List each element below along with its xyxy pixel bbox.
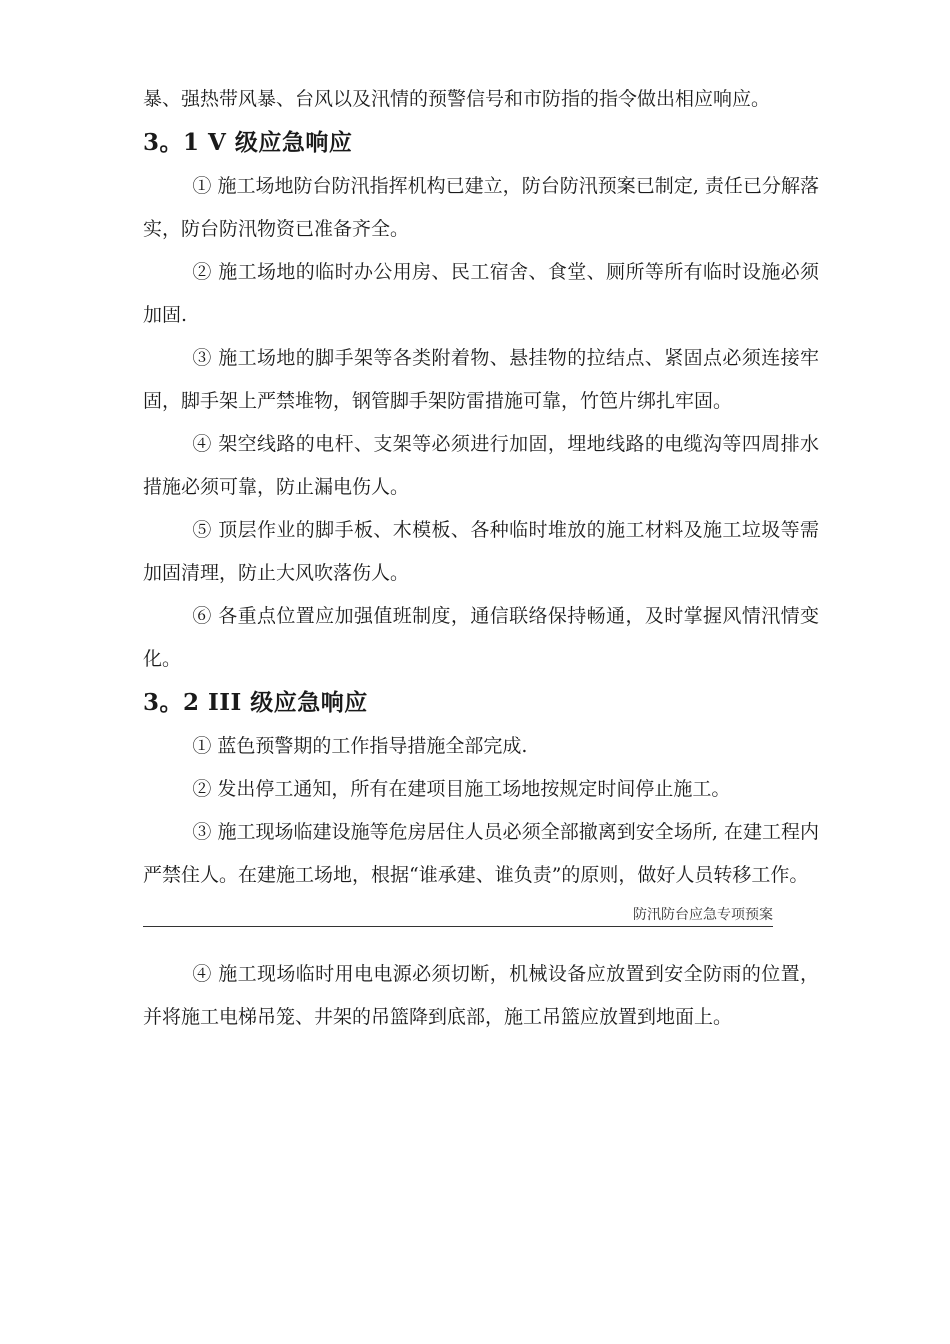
- footer-rule: [143, 926, 773, 927]
- footer-title: 防汛防台应急专项预案: [633, 907, 773, 923]
- section-1-item: ③ 施工场地的脚手架等各类附着物、悬挂物的拉结点、紧固点必须连接牢固，脚手架上严禁堆物，钢管脚手架防雷措施可靠，竹笆片绑扎牢固。: [143, 347, 819, 412]
- lead-paragraph: 暴、强热带风暴、台风以及汛情的预警信号和市防指的指令做出相应响应。: [143, 88, 771, 110]
- section-2-item: ③ 施工现场临建设施等危房居住人员必须全部撤离到安全场所, 在建工程内严禁住人。在建施工场地，根据“谁承建、谁负责”的原则，做好人员转移工作。: [143, 821, 819, 886]
- section-heading-level-v: 3。1 V 级应急响应: [143, 129, 353, 156]
- continued-item: ④ 施工现场临时用电电源必须切断，机械设备应放置到安全防雨的位置，并将施工电梯吊笼、井架的吊篮降到底部，施工吊篮应放置到地面上。: [143, 963, 819, 1028]
- section-heading-level-iii: 3。2 III 级应急响应: [143, 689, 368, 716]
- section-1-item: ⑥ 各重点位置应加强值班制度，通信联络保持畅通，及时掌握风情汛情变化。: [143, 605, 819, 670]
- section-1-item: ⑤ 顶层作业的脚手板、木模板、各种临时堆放的施工材料及施工垃圾等需加固清理，防止大风吹落伤人。: [143, 519, 819, 584]
- section-1-item: ④ 架空线路的电杆、支架等必须进行加固，埋地线路的电缆沟等四周排水措施必须可靠，防止漏电伤人。: [143, 433, 819, 498]
- page-break-gap: [143, 929, 819, 953]
- section-1-item: ② 施工场地的临时办公用房、民工宿舍、食堂、厕所等所有临时设施必须加固.: [143, 261, 819, 326]
- section-2-item: ② 发出停工通知，所有在建项目施工场地按规定时间停止施工。: [192, 778, 731, 800]
- page-footer: [143, 899, 819, 929]
- document-page: [143, 78, 819, 1039]
- section-1-item: ① 施工场地防台防汛指挥机构已建立，防台防汛预案已制定, 责任已分解落实，防台防汛物资已准备齐全。: [143, 175, 819, 240]
- section-2-item: ① 蓝色预警期的工作指导措施全部完成.: [192, 735, 528, 757]
